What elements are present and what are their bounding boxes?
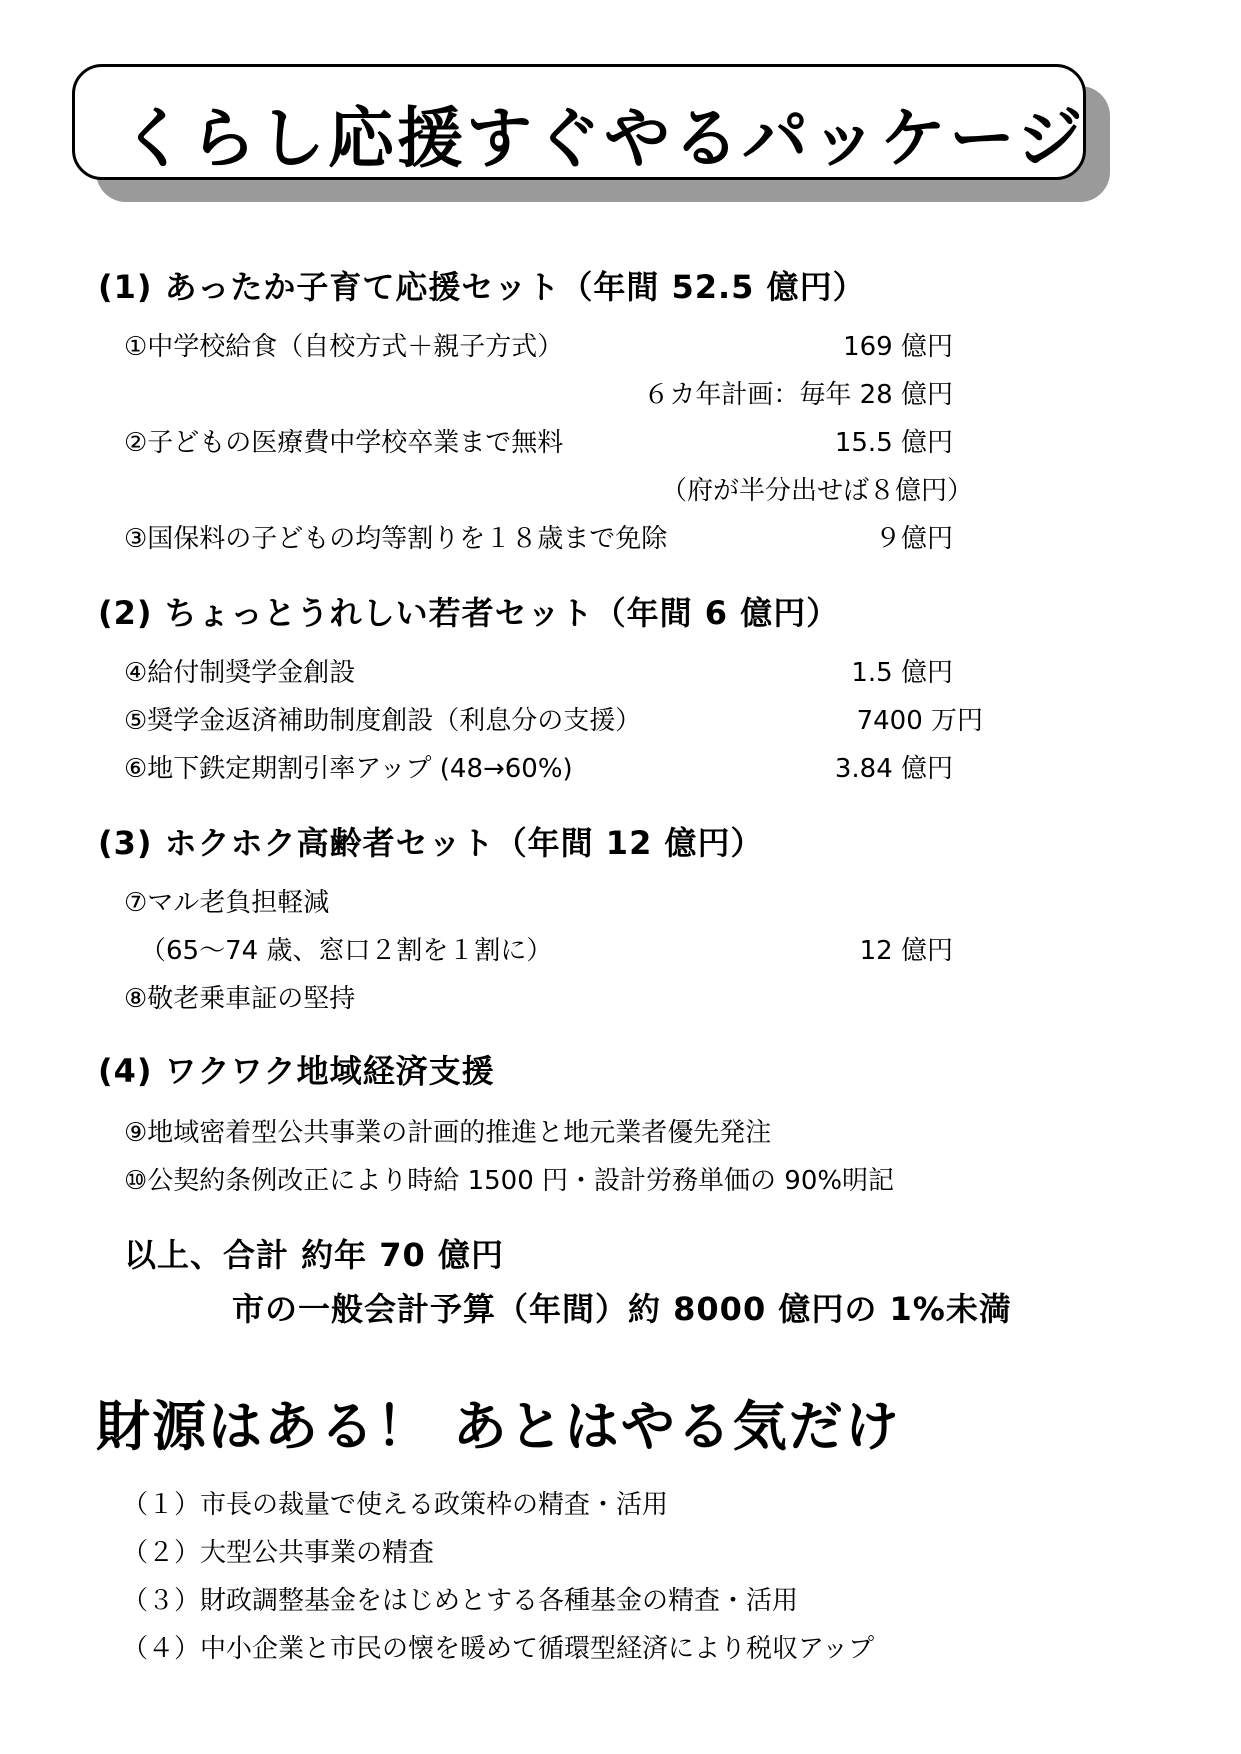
item-amount: 3.84 億円 [834, 754, 953, 784]
item-label: ④給付制奨学金創設 [124, 658, 356, 688]
finance-item: （３）財政調整基金をはじめとする各種基金の精査・活用 [122, 1586, 799, 1616]
summary-budget-ratio: 市の一般会計予算（年間）約 8000 億円の 1%未満 [232, 1290, 1012, 1328]
finance-item: （１）市長の裁量で使える政策枠の精査・活用 [122, 1490, 669, 1520]
item-amount: 15.5 億円 [834, 428, 953, 458]
item-note: ６カ年計画：毎年 28 億円 [643, 380, 953, 410]
summary-total: 以上、合計 約年 70 億円 [124, 1236, 504, 1274]
finance-item: （４）中小企業と市民の懐を暖めて循環型経済により税収アップ [122, 1634, 875, 1664]
page-title: くらし応援すぐやるパッケージ [121, 100, 1086, 177]
item-label: ①中学校給食（自校方式＋親子方式） [124, 332, 564, 362]
item-label: （65～74 歳、窓口２割を１割に） [140, 936, 553, 966]
section-heading-2: (2) ちょっとうれしい若者セット（年間 6 億円） [98, 594, 840, 632]
item-note: （府が半分出せば８億円） [660, 476, 973, 506]
item-label: ⑦マル老負担軽減 [124, 888, 330, 918]
finance-item: （２）大型公共事業の精査 [122, 1538, 435, 1568]
item-label: ②子どもの医療費中学校卒業まで無料 [124, 428, 564, 458]
item-amount: ９億円 [874, 524, 953, 554]
item-label: ⑧敬老乗車証の堅持 [124, 984, 356, 1014]
section-heading-4: (4) ワクワク地域経済支援 [98, 1052, 495, 1090]
item-label: ⑥地下鉄定期割引率アップ (48→60%) [124, 754, 573, 784]
item-amount: 7400 万円 [856, 706, 983, 736]
item-amount: 169 億円 [843, 332, 953, 362]
item-label: ③国保料の子どもの均等割りを１８歳まで免除 [124, 524, 668, 554]
section-heading-1: (1) あったか子育て応援セット（年間 52.5 億円） [98, 268, 866, 306]
item-label: ⑩公契約条例改正により時給 1500 円・設計労務単価の 90%明記 [124, 1166, 895, 1196]
item-label: ⑤奨学金返済補助制度創設（利息分の支援） [124, 706, 642, 736]
item-label: ⑨地域密着型公共事業の計画的推進と地元業者優先発注 [124, 1118, 772, 1148]
section-heading-3: (3) ホクホク高齢者セット（年間 12 億円） [98, 824, 764, 862]
item-amount: 1.5 億円 [851, 658, 953, 688]
title-box [72, 64, 1086, 180]
item-amount: 12 億円 [859, 936, 953, 966]
finance-heading: 財源はある！ あとはやる気だけ [96, 1395, 901, 1458]
